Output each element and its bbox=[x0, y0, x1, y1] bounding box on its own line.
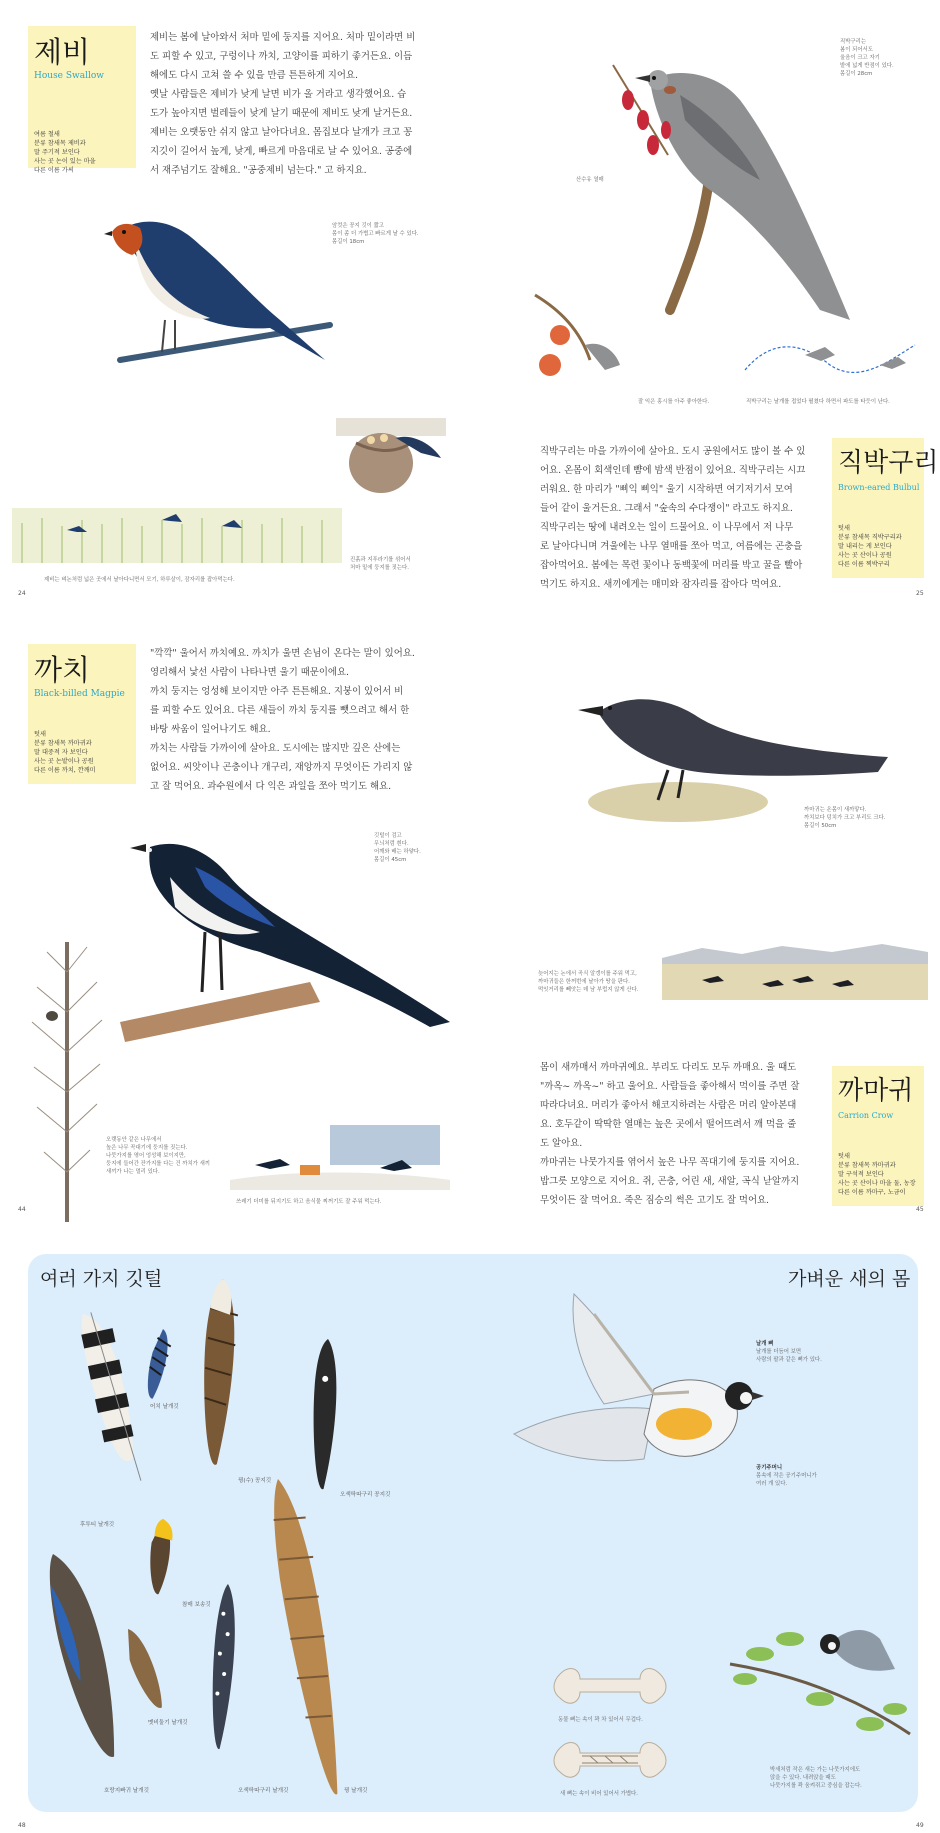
swallow-main-caption bbox=[332, 222, 419, 246]
crow-body-text bbox=[540, 1058, 799, 1210]
text-line: 까치는 사람들 가까이에 살아요. 도시에는 많지만 깊은 산에는 bbox=[150, 743, 401, 754]
nameplate-swallow bbox=[28, 26, 136, 174]
species-info bbox=[34, 130, 96, 175]
info-line: 다른 이름 찍박구리 bbox=[838, 561, 890, 568]
caption-line: 울음이 크고 자기 bbox=[840, 55, 880, 61]
info-line: 말 대중적 자 보인다 bbox=[34, 749, 88, 756]
text-line: 지깃이 길어서 높게, 낮게, 빠르게 마음대로 날 수 있어요. 공중에 bbox=[150, 146, 413, 157]
name-korean: 까마귀 bbox=[838, 1076, 914, 1106]
tree-caption-text bbox=[106, 1136, 210, 1176]
magpie-main-caption bbox=[374, 832, 421, 864]
crow-field-illustration bbox=[662, 940, 928, 1000]
label-title: 날개 뼈 bbox=[756, 1341, 774, 1347]
info-line: 사는 곳 논밭이나 공원 bbox=[34, 758, 94, 765]
text-line: 따라다녀요. 머리가 좋아서 해코지하려는 사람은 머리 알아본대 bbox=[540, 1100, 797, 1111]
hawk-feather bbox=[266, 1476, 346, 1798]
text-line: "까옥~ 까옥~" 하고 울어요. 사람들을 좋아해서 먹이를 주면 잘 bbox=[540, 1081, 800, 1092]
caption-line: 먹잇거리를 빼앗는 데 남 부럽지 않게 산다. bbox=[538, 987, 639, 993]
yellow-tip-feather bbox=[145, 1518, 175, 1595]
text-line: 몸이 새까매서 까마귀예요. 부리도 다리도 모두 까매요. 울 때도 bbox=[540, 1062, 797, 1073]
crow-illustration bbox=[578, 682, 898, 822]
wing-bone-caption bbox=[756, 1340, 822, 1364]
text-line: 밥그릇 모양으로 지어요. 쥐, 곤충, 어린 새, 새알, 곡식 낟알까지 bbox=[540, 1176, 800, 1187]
name-english: House Swallow bbox=[34, 71, 104, 81]
info-line: 다른 이름 까마구, 노금이 bbox=[838, 1189, 906, 1196]
page-number: 24 bbox=[18, 590, 26, 597]
text-line: 바탕 싸움이 일어나기도 해요. bbox=[150, 724, 271, 735]
rice-field-illustration bbox=[12, 498, 342, 568]
page-number: 48 bbox=[18, 1822, 26, 1829]
text-line: "깍깍" 울어서 까치예요. 까치가 울면 손님이 온다는 말이 있어요. bbox=[150, 648, 415, 659]
caption-line: 높은 나무 꼭대기에 둥지를 짓는다. bbox=[106, 1145, 188, 1151]
caption-line: 늦어지는 논에서 곡식 알갱이를 주워 먹고, bbox=[538, 971, 637, 977]
info-line: 분류 참새목 제비과 bbox=[34, 140, 86, 147]
solid-bone-illustration bbox=[550, 1664, 670, 1708]
caption-line: 몸속에 작은 공기주머니가 bbox=[756, 1473, 817, 1479]
feather-label: 오색딱따구리 꽁지깃 bbox=[340, 1492, 391, 1498]
name-korean: 직박구리 bbox=[838, 448, 939, 478]
nest-caption-text bbox=[350, 556, 411, 572]
text-line: 까마귀는 나뭇가지를 엮어서 높은 나무 꼭대기에 둥지를 지어요. bbox=[540, 1157, 800, 1168]
info-line: 말 내리는 게 보인다 bbox=[838, 543, 892, 550]
caption-line: 사람의 팔과 같은 뼈가 있다. bbox=[756, 1357, 822, 1363]
hoopoe-feather bbox=[77, 1309, 145, 1487]
text-line: 영리해서 낯선 사람이 나타나면 울기 때문이에요. bbox=[150, 667, 350, 678]
berry-caption: 산수유 열매 bbox=[576, 177, 604, 183]
info-line: 텃새 bbox=[838, 525, 850, 532]
swallow-illustration bbox=[90, 210, 340, 370]
crow-field-caption bbox=[538, 970, 639, 994]
feather-label: 오색딱따구리 날개깃 bbox=[238, 1788, 289, 1794]
feather-label: 어치 날개깃 bbox=[150, 1404, 179, 1410]
info-line: 분류 참새목 까마귀과 bbox=[34, 740, 92, 747]
name-english: Carrion Crow bbox=[838, 1111, 894, 1120]
caption-line: 몸길이 18cm bbox=[332, 239, 365, 245]
name-english: Black-billed Magpie bbox=[34, 689, 125, 699]
text-line: 서 재주넘기도 잘해요. "공중제비 넘는다." 고 하지요. bbox=[150, 165, 367, 176]
text-line: 직박구리는 마을 가까이에 살아요. 도시 공원에서도 많이 볼 수 있 bbox=[540, 446, 806, 457]
persimmon-caption: 잘 익은 홍시를 아주 좋아한다. bbox=[638, 399, 710, 405]
bone-caption: 동물 뼈는 속이 꽉 차 있어서 무겁다. bbox=[558, 1717, 643, 1723]
caption-line: 나뭇가지를 엮어 엉성해 보이지만, bbox=[106, 1153, 186, 1159]
text-line: 제비는 봄에 날아와서 처마 밑에 둥지를 지어요. 처마 밑이라면 비 bbox=[150, 32, 416, 43]
trash-caption: 쓰레기 더미를 뒤지기도 하고 음식물 찌꺼기도 잘 주워 먹는다. bbox=[236, 1199, 382, 1205]
caption-line: 둥지에 들어간 잔가지를 다는 건 까치가 새끼 bbox=[106, 1161, 211, 1167]
jay-feather bbox=[141, 1328, 175, 1400]
text-line: 잡아먹어요. 봄에는 목련 꽃이나 동백꽃에 머리를 박고 꿀을 빨아 bbox=[540, 560, 803, 571]
text-line: 옛날 사람들은 제비가 낮게 날면 비가 올 거라고 생각했어요. 습 bbox=[150, 89, 407, 100]
info-line: 말 구석적 보인다 bbox=[838, 1171, 884, 1178]
woodpecker-wing-feather bbox=[206, 1583, 241, 1749]
text-line: 고 잘 먹어요. 과수원에서 다 익은 과일을 쪼아 먹기도 해요. bbox=[150, 781, 392, 792]
text-line: 먹기도 하지요. 새끼에게는 매미와 잠자리를 잡아다 먹여요. bbox=[540, 579, 782, 590]
caption-line: 밭에 넓게 반점이 있다. bbox=[840, 63, 894, 69]
label-title: 공기주머니 bbox=[756, 1465, 783, 1471]
caption-line: 진흙과 지푸라기를 섞어서 bbox=[350, 557, 411, 563]
bulbul-main-caption bbox=[840, 38, 894, 78]
info-line: 다른 이름 까치, 깐깨미 bbox=[34, 767, 96, 774]
persimmon-illustration bbox=[530, 290, 630, 390]
dove-feather bbox=[120, 1625, 166, 1712]
text-line: 없어요. 씨앗이나 곤충이나 개구리, 재앙까지 무엇이든 가리지 않 bbox=[150, 762, 413, 773]
feather-label: 꿩 날개깃 bbox=[344, 1788, 368, 1794]
name-english: Brown-eared Bulbul bbox=[838, 483, 920, 492]
page-number: 45 bbox=[916, 1206, 924, 1213]
caption-line: 암컷은 꽁지 깃이 짧고 bbox=[332, 223, 385, 229]
caption-line: 봄이 되어서도 bbox=[840, 47, 873, 53]
tit-caption bbox=[770, 1766, 862, 1790]
name-korean: 제비 bbox=[34, 35, 91, 69]
caption-line: 까마귀는 온몸이 새까맣다. bbox=[804, 807, 867, 813]
caption-line: 나뭇가지를 꽉 움켜쥐고 중심을 잡는다. bbox=[770, 1783, 862, 1789]
spread-feathers-body bbox=[0, 1254, 940, 1833]
poplar-tree-illustration bbox=[22, 932, 112, 1222]
text-line: 도 알아요. bbox=[540, 1138, 583, 1149]
page-number: 44 bbox=[18, 1206, 26, 1213]
text-line: 러워요. 한 마리가 "삐익 삐익" 울기 시작하면 여기저기서 모여 bbox=[540, 484, 793, 495]
caption-line: 까마귀들은 한꺼번에 날아가 땅을 판다. bbox=[538, 979, 630, 985]
info-line: 말 주기적 보인다 bbox=[34, 149, 80, 156]
info-line: 텃새 bbox=[838, 1153, 850, 1160]
caption-line: 몸길이 28cm bbox=[840, 71, 873, 77]
nameplate-crow bbox=[832, 1066, 924, 1206]
caption-line: 몸길이 45cm bbox=[374, 857, 407, 863]
dogwood-berries bbox=[608, 60, 678, 170]
text-line: 무엇이든 잘 먹어요. 죽은 짐승의 썩은 고기도 잘 먹어요. bbox=[540, 1195, 770, 1206]
info-line: 사는 곳 산이나 공원 bbox=[838, 552, 892, 559]
species-info bbox=[838, 524, 902, 569]
species-info bbox=[34, 730, 96, 775]
caption-line: 깃털이 검고 bbox=[374, 833, 402, 839]
caption-line: 오랫동안 같은 나무에서 bbox=[106, 1137, 162, 1143]
swallow-nest-illustration bbox=[336, 418, 446, 518]
caption-line: 앉을 수 있다. 내려앉을 때도 bbox=[770, 1775, 836, 1781]
text-line: 까치 둥지는 엉성해 보이지만 아주 튼튼해요. 지붕이 있어서 비 bbox=[150, 686, 404, 697]
text-line: 도가 높아지면 벌레들이 낮게 날기 때문에 제비도 낮게 날거든요. bbox=[150, 108, 413, 119]
spread-magpie-crow bbox=[0, 610, 940, 1220]
caption-line: 처마 밑에 둥지를 짓는다. bbox=[350, 565, 409, 571]
hollow-bone-illustration bbox=[550, 1738, 670, 1782]
text-line: 제비는 오랫동안 쉬지 않고 날아다녀요. 몸집보다 날개가 크고 꽁 bbox=[150, 127, 413, 138]
caption-line: 박새처럼 작은 새는 가는 나뭇가지에도 bbox=[770, 1767, 861, 1773]
text-line: 어요. 온몸이 회색인데 뺨에 밤색 반점이 있어요. 직박구리는 시끄 bbox=[540, 465, 806, 476]
info-line: 분류 참새목 직박구리과 bbox=[838, 534, 902, 541]
kingfisher-feather bbox=[43, 1548, 122, 1762]
tit-on-branch-illustration bbox=[720, 1584, 920, 1744]
air-sac-caption bbox=[756, 1464, 817, 1488]
info-line: 여름 철새 bbox=[34, 131, 60, 138]
feathers-title: 여러 가지 깃털 bbox=[40, 1268, 163, 1290]
caption-line: 몸길이 50cm bbox=[804, 823, 837, 829]
pheasant-tail-feather bbox=[195, 1278, 241, 1466]
text-line: 요. 호두같이 딱딱한 열매는 높은 곳에서 떨어뜨려서 깨 먹을 줄 bbox=[540, 1119, 797, 1130]
info-line: 사는 곳 산이나 마을 둘, 농장 bbox=[838, 1180, 916, 1187]
info-line: 분류 참새목 까마귀과 bbox=[838, 1162, 896, 1169]
body-title: 가벼운 새의 몸 bbox=[788, 1268, 911, 1290]
caption-line: 까치보다 덩치가 크고 부리도 크다. bbox=[804, 815, 886, 821]
text-line: 로 날아다니며 겨울에는 나무 열매를 쪼아 먹고, 여름에는 곤충을 bbox=[540, 541, 803, 552]
caption-line: 여러 개 있다. bbox=[756, 1481, 788, 1487]
page-number: 49 bbox=[916, 1822, 924, 1829]
magpie-body-text bbox=[150, 644, 415, 796]
text-line: 들어 같이 울거든요. 그래서 "숲속의 수다쟁이" 라고도 하지요. bbox=[540, 503, 793, 514]
info-line: 텃새 bbox=[34, 731, 46, 738]
caption-line: 새끼가 나는 멀리 있다. bbox=[106, 1169, 160, 1175]
woodpecker-tail-feather bbox=[308, 1338, 341, 1489]
bulbul-body-text bbox=[540, 442, 805, 594]
text-line: 직박구리는 땅에 내려오는 일이 드물어요. 이 나무에서 저 나무 bbox=[540, 522, 794, 533]
info-line: 다른 이름 가씨 bbox=[34, 167, 74, 174]
text-line: 를 피할 수도 있어요. 다른 새들이 까치 둥지를 뺏으려고 해서 한 bbox=[150, 705, 410, 716]
feathers-illustration bbox=[28, 1254, 428, 1812]
bulbul-flight-path bbox=[740, 330, 920, 390]
crow-main-caption bbox=[804, 806, 885, 830]
caption-line: 무늬처럼 흰다. bbox=[374, 841, 409, 847]
feather-label: 후투티 날개깃 bbox=[80, 1522, 115, 1528]
feather-label: 꿩(수) 꽁지깃 bbox=[238, 1478, 272, 1484]
magpie-trash-illustration bbox=[230, 1120, 450, 1190]
feather-label: 멧비둘기 날개깃 bbox=[148, 1720, 188, 1726]
species-info bbox=[838, 1152, 916, 1197]
page-number: 25 bbox=[916, 590, 924, 597]
feather-label: 참매 보송깃 bbox=[182, 1602, 211, 1608]
caption-line: 어깨와 배는 하얗다. bbox=[374, 849, 421, 855]
caption-line: 날개를 더듬어 보면 bbox=[756, 1349, 802, 1355]
bird-skeleton-illustration bbox=[514, 1284, 794, 1534]
swallow-body-text bbox=[150, 28, 415, 180]
bone-caption: 새 뼈는 속이 비어 있어서 가볍다. bbox=[560, 1791, 638, 1797]
info-line: 사는 곳 논이 있는 마을 bbox=[34, 158, 96, 165]
text-line: 해에도 다시 고쳐 쓸 수 있을 만큼 튼튼하게 지어요. bbox=[150, 70, 358, 81]
text-line: 도 피할 수 있고, 구렁이나 까치, 고양이를 피하기 좋거든요. 이듬 bbox=[150, 51, 413, 62]
flight-caption: 직박구리는 날개를 접었다 펼쳤다 하면서 파도를 타듯이 난다. bbox=[746, 399, 890, 405]
nameplate-bulbul bbox=[832, 438, 939, 578]
caption-line: 몸이 좀 더 가볍고 빠르게 날 수 있다. bbox=[332, 231, 419, 237]
name-korean: 까치 bbox=[34, 653, 91, 687]
feather-label: 호랑지빠귀 날개깃 bbox=[104, 1788, 150, 1794]
rice-field-caption: 제비는 벼논처럼 넓은 곳에서 날아다니면서 모기, 하루살이, 잠자리를 잡아먹는다. bbox=[44, 577, 235, 583]
caption-line: 직박구리는 bbox=[840, 39, 867, 45]
nameplate-magpie bbox=[28, 644, 136, 784]
